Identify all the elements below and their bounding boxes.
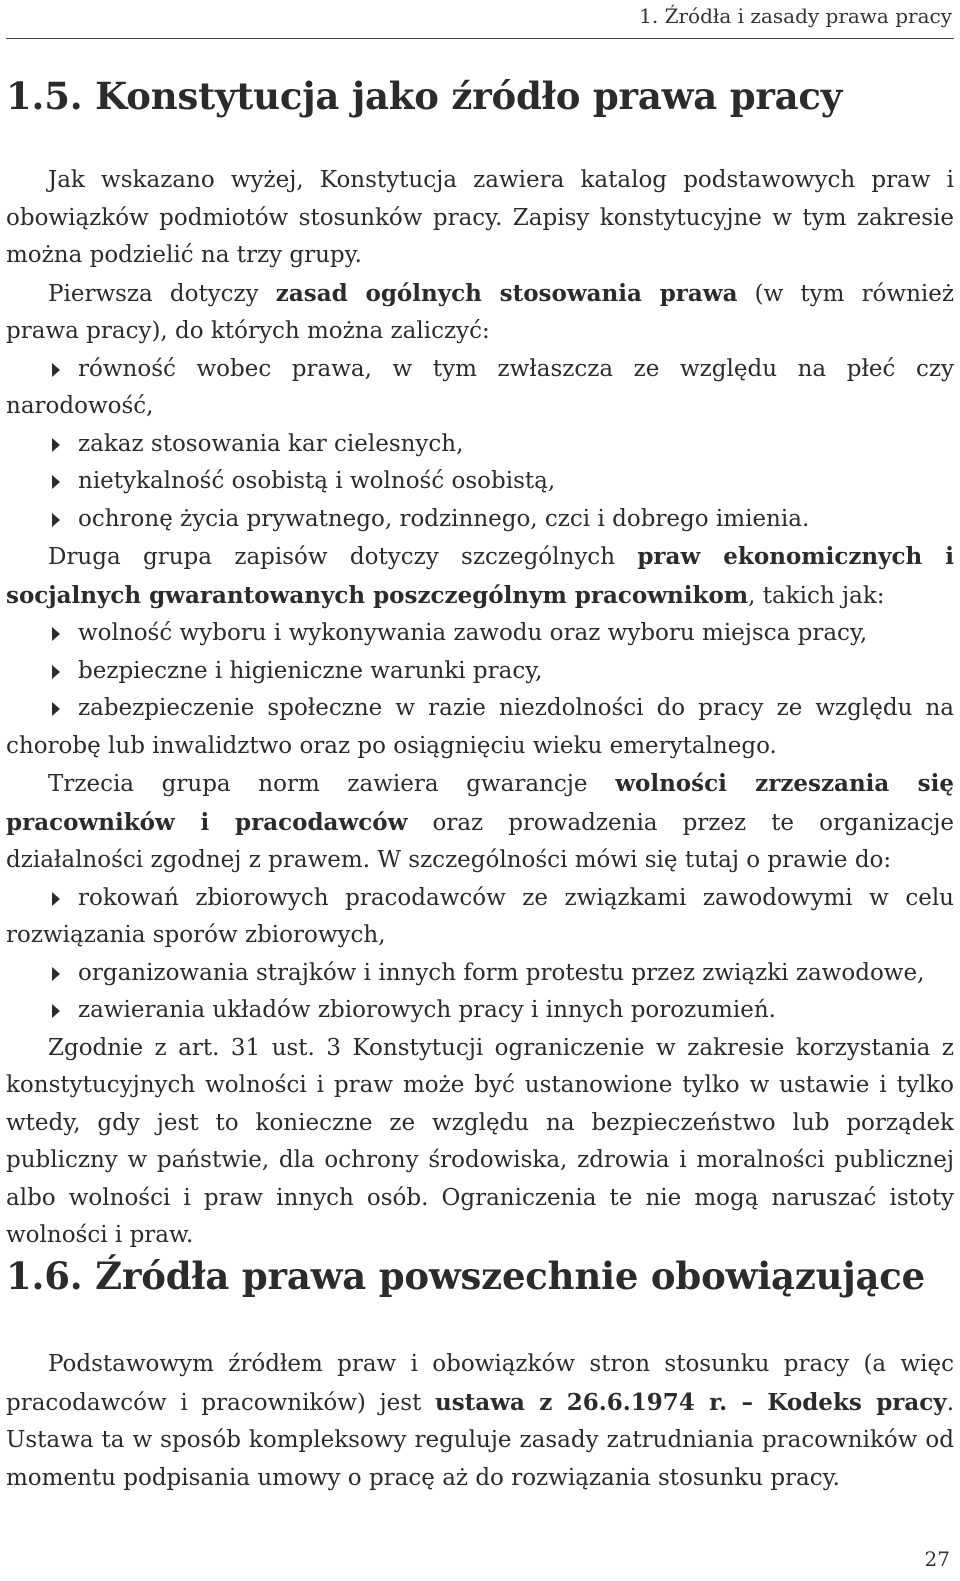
triangle-bullet-icon bbox=[52, 438, 60, 452]
triangle-bullet-icon bbox=[52, 702, 60, 716]
list-item bbox=[6, 653, 954, 691]
group2-text-after: , takich jak: bbox=[748, 582, 885, 609]
kodeks-text-after: . Ustawa ta w sposób kompleksowy reguluje zasady zatrudniania pracowników od momentu podpisania umowy o pracę aż do rozwiązania stosunku pracy. bbox=[6, 1389, 954, 1491]
triangle-bullet-icon bbox=[52, 967, 60, 981]
list-item-text: zawierania układów zbiorowych pracy i innych porozumień. bbox=[78, 997, 776, 1023]
list-item-text: ochronę życia prywatnego, rodzinnego, czci i dobrego imienia. bbox=[78, 505, 810, 532]
group2-paragraph bbox=[6, 538, 954, 615]
section-heading-1-5: 1.5. Konstytucja jako źródło prawa pracy bbox=[6, 74, 843, 118]
group3-text-after: oraz prowadzenia przez te organizacje działalności zgodnej z prawem. W szczególności mówi się tutaj o prawie do: bbox=[6, 809, 955, 873]
list-item bbox=[6, 955, 954, 993]
page-number: 27 bbox=[924, 1547, 950, 1571]
kodeks-text-before: Podstawowym źródłem praw i obowiązków stron stosunku pracy (a więc pracodawców i pracowników) jest bbox=[6, 1351, 954, 1416]
list-item-text: organizowania strajków i innych form protestu przez związki zawodowe, bbox=[78, 959, 925, 986]
list-item-text: równość wobec prawa, w tym zwłaszcza ze względu na płeć czy narodowość, bbox=[6, 355, 954, 419]
group3-text-before: Trzecia grupa norm zawiera gwarancje bbox=[48, 771, 616, 797]
list-item bbox=[6, 501, 954, 539]
section-1-5-body bbox=[6, 162, 954, 1255]
intro-paragraph: Jak wskazano wyżej, Konstytucja zawiera katalog podstawowych praw i obowiązków podmiotów stosunków pracy. Zapisy konstytucyjne w tym zakresie można podzielić na trzy grupy. bbox=[6, 167, 954, 268]
triangle-bullet-icon bbox=[52, 892, 60, 906]
group2-text-before: Druga grupa zapisów dotyczy szczególnych bbox=[48, 544, 638, 570]
running-head: 1. Źródła i zasady prawa pracy bbox=[639, 4, 952, 28]
triangle-bullet-icon bbox=[52, 1004, 60, 1018]
group3-paragraph bbox=[6, 765, 954, 880]
list-item bbox=[6, 351, 954, 426]
list-item bbox=[6, 426, 954, 464]
group1-paragraph bbox=[6, 275, 954, 351]
group1-text-after: (w tym również prawa pracy), do których można zaliczyć: bbox=[6, 280, 954, 344]
list-item-text: wolność wyboru i wykonywania zawodu oraz wyboru miejsca pracy, bbox=[78, 620, 868, 646]
group1-bold-term: zasad ogólnych stosowania prawa bbox=[275, 279, 738, 307]
list-item-text: zakaz stosowania kar cielesnych, bbox=[78, 430, 464, 457]
list-item-text: nietykalność osobistą i wolność osobistą, bbox=[78, 468, 556, 494]
triangle-bullet-icon bbox=[52, 513, 60, 527]
triangle-bullet-icon bbox=[52, 665, 60, 679]
list-item bbox=[6, 992, 954, 1030]
group3-bold-term: wolności zrzeszania się pracowników i pracodawców bbox=[6, 770, 954, 836]
group1-text-before: Pierwsza dotyczy bbox=[48, 280, 276, 307]
section-heading-1-6: 1.6. Źródła prawa powszechnie obowiązujące bbox=[6, 1254, 925, 1298]
closing-paragraph: Zgodnie z art. 31 ust. 3 Konstytucji ograniczenie w zakresie korzystania z konstytucyjnych wolności i praw może być ustanowione tylko w ustawie i tylko wtedy, gdy jest to konieczne ze względu na bezpieczeństwo lub porządek publiczny w państwie, dla ochrony środowiska, zdrowia i moralności publicznej albo wolności i praw innych osób. Ograniczenia te nie mogą naruszać istoty wolności i praw. bbox=[6, 1034, 954, 1248]
triangle-bullet-icon bbox=[52, 475, 60, 489]
group2-bold-term: praw ekonomicznych i socjalnych gwarantowanych poszczególnym pracownikom bbox=[6, 543, 954, 609]
section-1-6-body bbox=[6, 1346, 954, 1497]
kodeks-paragraph bbox=[6, 1346, 954, 1497]
header-rule bbox=[6, 38, 954, 39]
list-item bbox=[6, 615, 954, 653]
list-item bbox=[6, 463, 954, 501]
triangle-bullet-icon bbox=[52, 627, 60, 641]
list-item-text: bezpieczne i higieniczne warunki pracy, bbox=[78, 657, 543, 684]
kodeks-bold-term: ustawa z 26.6.1974 r. – Kodeks pracy bbox=[435, 1388, 947, 1416]
list-item-text: rokowań zbiorowych pracodawców ze związkami zawodowymi w celu rozwiązania sporów zbiorowych, bbox=[6, 884, 954, 948]
list-item-text: zabezpieczenie społeczne w razie niezdolności do pracy ze względu na chorobę lub inwalidztwo oraz po osiągnięciu wieku emerytalnego. bbox=[6, 695, 954, 759]
list-item bbox=[6, 690, 954, 765]
list-item bbox=[6, 880, 954, 955]
triangle-bullet-icon bbox=[52, 363, 60, 377]
